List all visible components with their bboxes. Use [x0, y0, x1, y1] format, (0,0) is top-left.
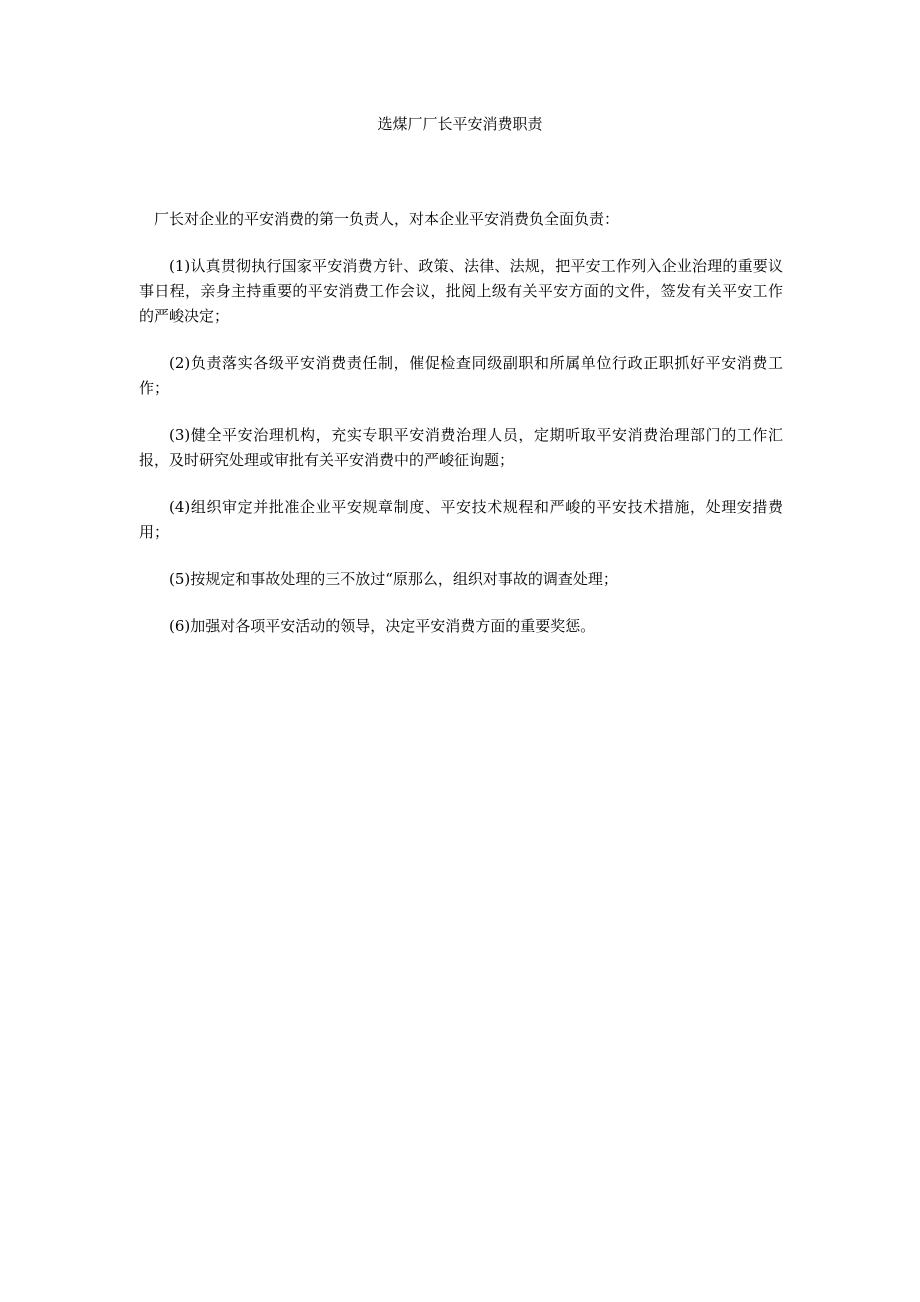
duty-item-2: (2)负责落实各级平安消费责任制，催促检查同级副职和所属单位行政正职抓好平安消费工作；	[139, 354, 783, 397]
intro-paragraph: 厂长对企业的平安消费的第一负责人，对本企业平安消费负全面负责：	[154, 210, 620, 228]
document-body	[139, 207, 783, 661]
duty-item-3: (3)健全平安治理机构，充实专职平安消费治理人员，定期听取平安消费治理部门的工作汇报，及时研究处理或审批有关平安消费中的严峻征询题；	[139, 426, 783, 469]
duty-item-4: (4)组织审定并批准企业平安规章制度、平安技术规程和严峻的平安技术措施，处理安措费用；	[139, 498, 783, 541]
document-title: 选煤厂厂长平安消费职责	[377, 115, 543, 133]
duty-item-6: (6)加强对各项平安活动的领导，决定平安消费方面的重要奖惩。	[169, 617, 596, 635]
duty-item-5: (5)按规定和事故处理的三不放过“原那么，组织对事故的调查处理；	[169, 570, 618, 588]
duty-item-1: (1)认真贯彻执行国家平安消费方针、政策、法律、法规，把平安工作列入企业治理的重要议事日程，亲身主持重要的平安消费工作会议，批阅上级有关平安方面的文件，签发有关平安工作的严峻决定；	[139, 257, 783, 325]
